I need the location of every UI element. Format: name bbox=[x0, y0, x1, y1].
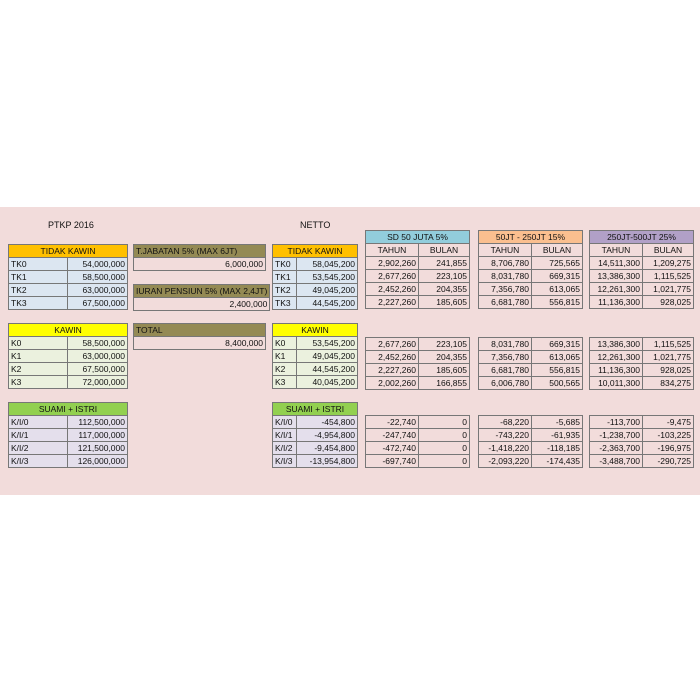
row-label[interactable]: TK0 bbox=[273, 258, 297, 271]
table-row bbox=[590, 364, 694, 377]
bulan-value[interactable]: 1,021,775 bbox=[643, 351, 694, 364]
bracket-0-k-table bbox=[365, 337, 470, 390]
table-row bbox=[9, 284, 128, 297]
bracket-0-table bbox=[365, 230, 470, 309]
table-row bbox=[134, 258, 266, 271]
table-row bbox=[134, 285, 270, 298]
table-row bbox=[9, 350, 128, 363]
bulan-value[interactable]: -174,435 bbox=[532, 455, 583, 468]
table-header[interactable]: SUAMI + ISTRI bbox=[273, 403, 358, 416]
col-bulan[interactable]: BULAN bbox=[419, 244, 470, 257]
tahun-value[interactable]: 6,006,780 bbox=[479, 377, 532, 390]
ptkp-tidak-kawin-table bbox=[8, 244, 128, 310]
table-row bbox=[479, 244, 583, 257]
row-value[interactable]: 58,500,000 bbox=[68, 271, 128, 284]
row-label[interactable]: TK3 bbox=[273, 297, 297, 310]
row-label[interactable]: K2 bbox=[273, 363, 297, 376]
table-row bbox=[590, 455, 694, 468]
tahun-value[interactable]: 7,356,780 bbox=[479, 283, 532, 296]
bulan-value[interactable]: 0 bbox=[419, 429, 470, 442]
table-row bbox=[9, 416, 128, 429]
tahun-value[interactable]: 11,136,300 bbox=[590, 296, 643, 309]
deduction-header[interactable]: IURAN PENSIUN 5% (MAX 2,4JT) bbox=[134, 285, 270, 298]
tahun-value[interactable]: 8,031,780 bbox=[479, 270, 532, 283]
row-value[interactable]: 67,500,000 bbox=[68, 297, 128, 310]
deduction-value[interactable]: 2,400,000 bbox=[134, 298, 270, 311]
table-row bbox=[366, 442, 470, 455]
table-row bbox=[9, 442, 128, 455]
bulan-value[interactable]: 556,815 bbox=[532, 296, 583, 309]
netto-suami-istri-table bbox=[272, 402, 358, 468]
table-row bbox=[366, 231, 470, 244]
table-header[interactable]: KAWIN bbox=[273, 324, 358, 337]
table-row bbox=[273, 403, 358, 416]
tahun-value[interactable]: -2,093,220 bbox=[479, 455, 532, 468]
table-row bbox=[479, 351, 583, 364]
table-row bbox=[590, 270, 694, 283]
col-bulan[interactable]: BULAN bbox=[532, 244, 583, 257]
table-row bbox=[366, 455, 470, 468]
deduction-value[interactable]: 6,000,000 bbox=[134, 258, 266, 271]
row-value[interactable]: -454,800 bbox=[297, 416, 358, 429]
table-row bbox=[479, 455, 583, 468]
row-label[interactable]: K0 bbox=[9, 337, 68, 350]
row-label[interactable]: TK2 bbox=[9, 284, 68, 297]
table-row bbox=[479, 442, 583, 455]
table-row bbox=[479, 231, 583, 244]
bracket-header[interactable]: SD 50 JUTA 5% bbox=[366, 231, 470, 244]
table-row bbox=[273, 271, 358, 284]
bulan-value[interactable]: 204,355 bbox=[419, 351, 470, 364]
tahun-value[interactable]: -1,418,220 bbox=[479, 442, 532, 455]
table-row bbox=[9, 324, 128, 337]
col-tahun[interactable]: TAHUN bbox=[590, 244, 643, 257]
table-row bbox=[273, 337, 358, 350]
table-row bbox=[479, 283, 583, 296]
table-row bbox=[479, 296, 583, 309]
ptkp-suami-istri-table bbox=[8, 402, 128, 468]
tahun-value[interactable]: -3,488,700 bbox=[590, 455, 643, 468]
row-label[interactable]: K1 bbox=[9, 350, 68, 363]
table-row bbox=[273, 245, 358, 258]
bracket-1-k-table bbox=[478, 337, 583, 390]
row-value[interactable]: 112,500,000 bbox=[68, 416, 128, 429]
bulan-value[interactable]: 1,115,525 bbox=[643, 270, 694, 283]
table-row bbox=[590, 257, 694, 270]
bulan-value[interactable]: 241,855 bbox=[419, 257, 470, 270]
bracket-1-table bbox=[478, 230, 583, 309]
bulan-value[interactable]: 928,025 bbox=[643, 364, 694, 377]
table-row bbox=[590, 416, 694, 429]
tahun-value[interactable]: -2,363,700 bbox=[590, 442, 643, 455]
table-row bbox=[9, 376, 128, 389]
bulan-value[interactable]: -9,475 bbox=[643, 416, 694, 429]
row-value[interactable]: 63,000,000 bbox=[68, 350, 128, 363]
tahun-value[interactable]: 2,452,260 bbox=[366, 283, 419, 296]
tahun-value[interactable]: 13,386,300 bbox=[590, 270, 643, 283]
tahun-value[interactable]: -743,220 bbox=[479, 429, 532, 442]
bulan-value[interactable]: -196,975 bbox=[643, 442, 694, 455]
table-row bbox=[273, 324, 358, 337]
table-row bbox=[479, 377, 583, 390]
table-row bbox=[273, 429, 358, 442]
bulan-value[interactable]: 204,355 bbox=[419, 283, 470, 296]
table-row bbox=[479, 364, 583, 377]
deduction-header[interactable]: TOTAL bbox=[134, 324, 266, 337]
table-row bbox=[273, 416, 358, 429]
row-label[interactable]: K/I/1 bbox=[273, 429, 297, 442]
row-value[interactable]: 53,545,200 bbox=[297, 337, 358, 350]
bulan-value[interactable]: 166,855 bbox=[419, 377, 470, 390]
row-value[interactable]: 72,000,000 bbox=[68, 376, 128, 389]
bulan-value[interactable]: 0 bbox=[419, 416, 470, 429]
table-row bbox=[590, 231, 694, 244]
row-value[interactable]: 117,000,000 bbox=[68, 429, 128, 442]
bulan-value[interactable]: 669,315 bbox=[532, 270, 583, 283]
tahun-value[interactable]: 6,681,780 bbox=[479, 364, 532, 377]
bracket-0-ki-table bbox=[365, 415, 470, 468]
col-tahun[interactable]: TAHUN bbox=[479, 244, 532, 257]
tahun-value[interactable]: 12,261,300 bbox=[590, 283, 643, 296]
tahun-value[interactable]: 12,261,300 bbox=[590, 351, 643, 364]
tahun-value[interactable]: -1,238,700 bbox=[590, 429, 643, 442]
bulan-value[interactable]: 1,115,525 bbox=[643, 338, 694, 351]
bulan-value[interactable]: 185,605 bbox=[419, 296, 470, 309]
bulan-value[interactable]: -61,935 bbox=[532, 429, 583, 442]
row-label[interactable]: K3 bbox=[9, 376, 68, 389]
bulan-value[interactable]: 613,065 bbox=[532, 283, 583, 296]
row-value[interactable]: 58,045,200 bbox=[297, 258, 358, 271]
table-row bbox=[273, 284, 358, 297]
table-row bbox=[273, 376, 358, 389]
tahun-value[interactable]: 10,011,300 bbox=[590, 377, 643, 390]
row-label[interactable]: K/I/3 bbox=[273, 455, 297, 468]
table-row bbox=[590, 283, 694, 296]
tahun-value[interactable]: 2,227,260 bbox=[366, 296, 419, 309]
tahun-value[interactable]: 2,452,260 bbox=[366, 351, 419, 364]
bulan-value[interactable]: 0 bbox=[419, 442, 470, 455]
table-row bbox=[134, 337, 266, 350]
bulan-value[interactable]: 1,021,775 bbox=[643, 283, 694, 296]
table-header[interactable]: SUAMI + ISTRI bbox=[9, 403, 128, 416]
bulan-value[interactable]: 669,315 bbox=[532, 338, 583, 351]
tahun-value[interactable]: 2,227,260 bbox=[366, 364, 419, 377]
table-row bbox=[366, 416, 470, 429]
table-row bbox=[273, 297, 358, 310]
deduction-value[interactable]: 8,400,000 bbox=[134, 337, 266, 350]
netto-kawin-table bbox=[272, 323, 358, 389]
row-value[interactable]: 49,045,200 bbox=[297, 350, 358, 363]
tahun-value[interactable]: 2,002,260 bbox=[366, 377, 419, 390]
table-row bbox=[479, 429, 583, 442]
row-value[interactable]: 63,000,000 bbox=[68, 284, 128, 297]
table-row bbox=[273, 442, 358, 455]
bulan-value[interactable]: 185,605 bbox=[419, 364, 470, 377]
row-label[interactable]: K3 bbox=[273, 376, 297, 389]
table-row bbox=[9, 297, 128, 310]
netto-title: NETTO bbox=[300, 220, 331, 230]
table-row bbox=[590, 351, 694, 364]
table-row bbox=[134, 245, 266, 258]
table-row bbox=[590, 442, 694, 455]
table-row bbox=[366, 270, 470, 283]
netto-tidak-kawin-table bbox=[272, 244, 358, 310]
table-row bbox=[9, 403, 128, 416]
row-label[interactable]: K/I/2 bbox=[273, 442, 297, 455]
table-header[interactable]: TIDAK KAWIN bbox=[273, 245, 358, 258]
table-row bbox=[366, 364, 470, 377]
tahun-value[interactable]: -68,220 bbox=[479, 416, 532, 429]
row-label[interactable]: K/I/1 bbox=[9, 429, 68, 442]
row-label[interactable]: K/I/0 bbox=[9, 416, 68, 429]
tahun-value[interactable]: -22,740 bbox=[366, 416, 419, 429]
tahun-value[interactable]: 2,677,260 bbox=[366, 338, 419, 351]
row-label[interactable]: TK1 bbox=[273, 271, 297, 284]
row-value[interactable]: 126,000,000 bbox=[68, 455, 128, 468]
tahun-value[interactable]: -697,740 bbox=[366, 455, 419, 468]
row-value[interactable]: 44,545,200 bbox=[297, 297, 358, 310]
table-row bbox=[9, 455, 128, 468]
row-label[interactable]: K/I/0 bbox=[273, 416, 297, 429]
table-row bbox=[134, 324, 266, 337]
bracket-header[interactable]: 250JT-500JT 25% bbox=[590, 231, 694, 244]
row-value[interactable]: -4,954,800 bbox=[297, 429, 358, 442]
bracket-header[interactable]: 50JT - 250JT 15% bbox=[479, 231, 583, 244]
tahun-value[interactable]: 8,031,780 bbox=[479, 338, 532, 351]
table-row bbox=[134, 298, 270, 311]
table-row bbox=[366, 338, 470, 351]
bulan-value[interactable]: 556,815 bbox=[532, 364, 583, 377]
table-header[interactable]: KAWIN bbox=[9, 324, 128, 337]
table-row bbox=[479, 416, 583, 429]
table-row bbox=[479, 338, 583, 351]
table-row bbox=[590, 338, 694, 351]
table-row bbox=[9, 337, 128, 350]
tahun-value[interactable]: -472,740 bbox=[366, 442, 419, 455]
bulan-value[interactable]: -118,185 bbox=[532, 442, 583, 455]
tahun-value[interactable]: 14,511,300 bbox=[590, 257, 643, 270]
table-header[interactable]: TIDAK KAWIN bbox=[9, 245, 128, 258]
row-value[interactable]: -9,454,800 bbox=[297, 442, 358, 455]
table-row bbox=[9, 429, 128, 442]
row-value[interactable]: 67,500,000 bbox=[68, 363, 128, 376]
row-label[interactable]: TK3 bbox=[9, 297, 68, 310]
tahun-value[interactable]: -247,740 bbox=[366, 429, 419, 442]
table-row bbox=[9, 363, 128, 376]
table-row bbox=[273, 258, 358, 271]
ptkp-kawin-table bbox=[8, 323, 128, 389]
table-row bbox=[366, 377, 470, 390]
bulan-value[interactable]: 834,275 bbox=[643, 377, 694, 390]
bulan-value[interactable]: 223,105 bbox=[419, 270, 470, 283]
bulan-value[interactable]: 928,025 bbox=[643, 296, 694, 309]
row-value[interactable]: -13,954,800 bbox=[297, 455, 358, 468]
bulan-value[interactable]: 0 bbox=[419, 455, 470, 468]
table-row bbox=[479, 270, 583, 283]
tahun-value[interactable]: 6,681,780 bbox=[479, 296, 532, 309]
deduction-jabatan-table bbox=[133, 244, 266, 271]
table-row bbox=[590, 377, 694, 390]
row-label[interactable]: K0 bbox=[273, 337, 297, 350]
bracket-2-table bbox=[589, 230, 694, 309]
row-value[interactable]: 49,045,200 bbox=[297, 284, 358, 297]
row-label[interactable]: TK1 bbox=[9, 271, 68, 284]
bracket-1-ki-table bbox=[478, 415, 583, 468]
row-label[interactable]: TK0 bbox=[9, 258, 68, 271]
tahun-value[interactable]: 2,677,260 bbox=[366, 270, 419, 283]
table-row bbox=[366, 257, 470, 270]
table-row bbox=[366, 283, 470, 296]
table-row bbox=[273, 350, 358, 363]
col-tahun[interactable]: TAHUN bbox=[366, 244, 419, 257]
deduction-pensiun-table bbox=[133, 284, 270, 311]
tahun-value[interactable]: 2,902,260 bbox=[366, 257, 419, 270]
row-label[interactable]: K/I/3 bbox=[9, 455, 68, 468]
ptkp-title: PTKP 2016 bbox=[48, 220, 94, 230]
bulan-value[interactable]: -5,685 bbox=[532, 416, 583, 429]
tahun-value[interactable]: 8,706,780 bbox=[479, 257, 532, 270]
bulan-value[interactable]: -290,725 bbox=[643, 455, 694, 468]
row-value[interactable]: 53,545,200 bbox=[297, 271, 358, 284]
row-value[interactable]: 54,000,000 bbox=[68, 258, 128, 271]
tahun-value[interactable]: 7,356,780 bbox=[479, 351, 532, 364]
bulan-value[interactable]: 1,209,275 bbox=[643, 257, 694, 270]
table-row bbox=[479, 257, 583, 270]
table-row bbox=[366, 244, 470, 257]
deduction-header[interactable]: T.JABATAN 5% (MAX 6JT) bbox=[134, 245, 266, 258]
table-row bbox=[590, 296, 694, 309]
table-row bbox=[9, 258, 128, 271]
tahun-value[interactable]: 13,386,300 bbox=[590, 338, 643, 351]
table-row bbox=[366, 429, 470, 442]
deduction-total-table bbox=[133, 323, 266, 350]
bracket-2-k-table bbox=[589, 337, 694, 390]
table-row bbox=[366, 351, 470, 364]
row-label[interactable]: K2 bbox=[9, 363, 68, 376]
table-row bbox=[366, 296, 470, 309]
table-row bbox=[273, 363, 358, 376]
row-value[interactable]: 58,500,000 bbox=[68, 337, 128, 350]
tahun-value[interactable]: 11,136,300 bbox=[590, 364, 643, 377]
table-row bbox=[9, 245, 128, 258]
table-row bbox=[590, 429, 694, 442]
row-label[interactable]: K1 bbox=[273, 350, 297, 363]
row-value[interactable]: 44,545,200 bbox=[297, 363, 358, 376]
row-value[interactable]: 121,500,000 bbox=[68, 442, 128, 455]
col-bulan[interactable]: BULAN bbox=[643, 244, 694, 257]
table-row bbox=[590, 244, 694, 257]
bulan-value[interactable]: 613,065 bbox=[532, 351, 583, 364]
bulan-value[interactable]: -103,225 bbox=[643, 429, 694, 442]
bracket-2-ki-table bbox=[589, 415, 694, 468]
bulan-value[interactable]: 725,565 bbox=[532, 257, 583, 270]
tahun-value[interactable]: -113,700 bbox=[590, 416, 643, 429]
row-value[interactable]: 40,045,200 bbox=[297, 376, 358, 389]
bulan-value[interactable]: 223,105 bbox=[419, 338, 470, 351]
table-row bbox=[9, 271, 128, 284]
table-row bbox=[273, 455, 358, 468]
row-label[interactable]: K/I/2 bbox=[9, 442, 68, 455]
row-label[interactable]: TK2 bbox=[273, 284, 297, 297]
bulan-value[interactable]: 500,565 bbox=[532, 377, 583, 390]
